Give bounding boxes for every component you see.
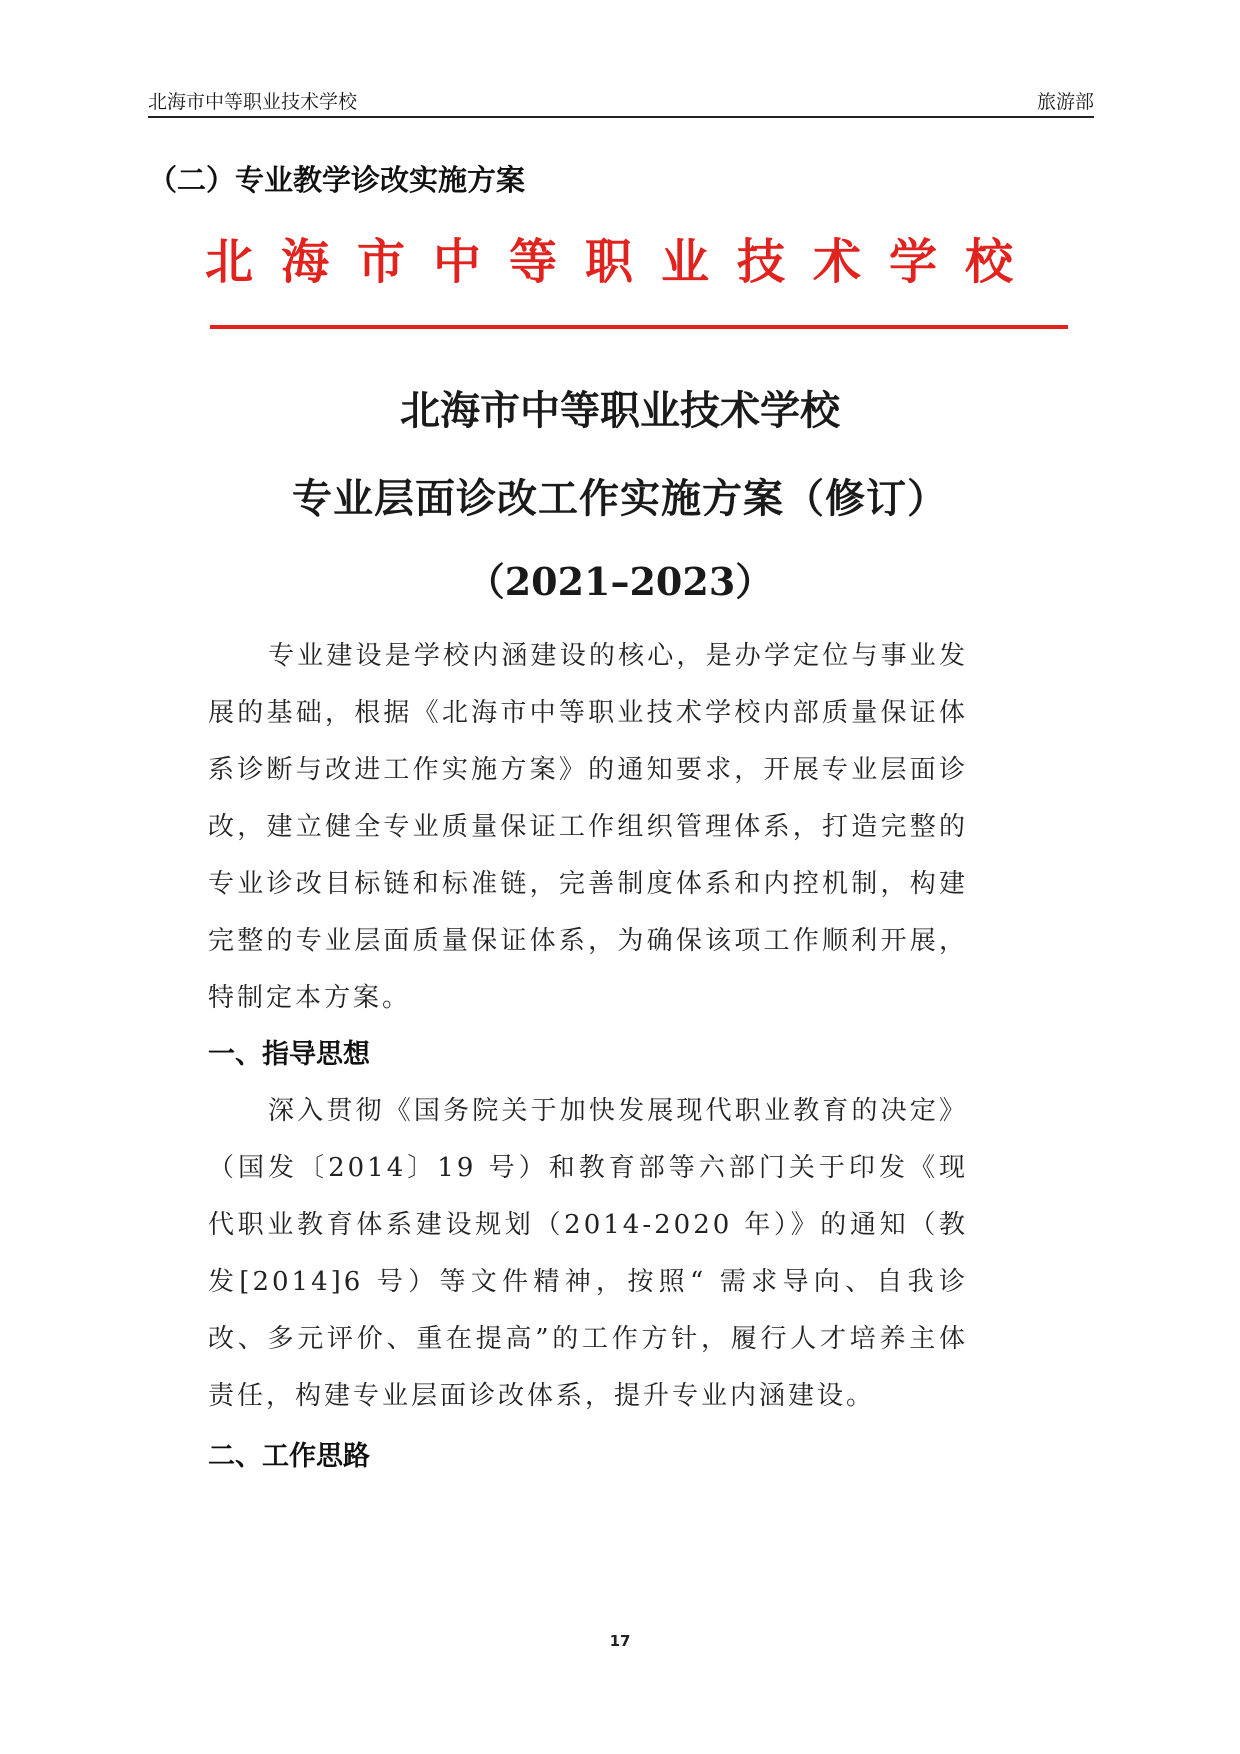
document-title-line2: 专业层面诊改工作实施方案（修订） <box>292 475 948 522</box>
intro-paragraph: 专业建设是学校内涵建设的核心，是办学定位与事业发展的基础，根据《北海市中等职业技术学校内部质量保证体系诊断与改进工作实施方案》的通知要求，开展专业层面诊改，建立健全专业质量保证工作组织管理体系，打造完整的专业诊改目标链和标准链，完善制度体系和内控机制，构建完整的专业层面质量保证体系，为确保该项工作顺利开展，特制定本方案。 <box>208 641 968 1013</box>
document-title-years: （2021–2023） <box>466 559 774 604</box>
header-school-name: 北海市中等职业技术学校 <box>148 91 358 113</box>
section1-heading: 一、指导思想 <box>208 1039 370 1070</box>
section1-paragraph: 深入贯彻《国务院关于加快发展现代职业教育的决定》（国发〔2014〕19 号）和教育部等六部门关于印发《现代职业教育体系建设规划（2014-2020 年）》的通知（教发[2014]6 号）等文件精神，按照“ 需求导向、自我诊改、多元评价、重在提高”的工作方针，履行人才培养主体责任，构建专业层面诊改体系，提升专业内涵建设。 <box>208 1096 968 1411</box>
section2-heading: 二、工作思路 <box>208 1441 370 1472</box>
running-header <box>148 88 1094 118</box>
letterhead-school-name: 北海市中等职业技术学校 <box>205 234 1042 290</box>
letterhead-red-rule <box>210 325 1068 329</box>
document-title-line1: 北海市中等职业技术学校 <box>400 387 840 434</box>
page-number: 17 <box>609 1632 631 1650</box>
header-department: 旅游部 <box>1036 91 1094 113</box>
section-heading: （二）专业教学诊改实施方案 <box>148 163 526 197</box>
